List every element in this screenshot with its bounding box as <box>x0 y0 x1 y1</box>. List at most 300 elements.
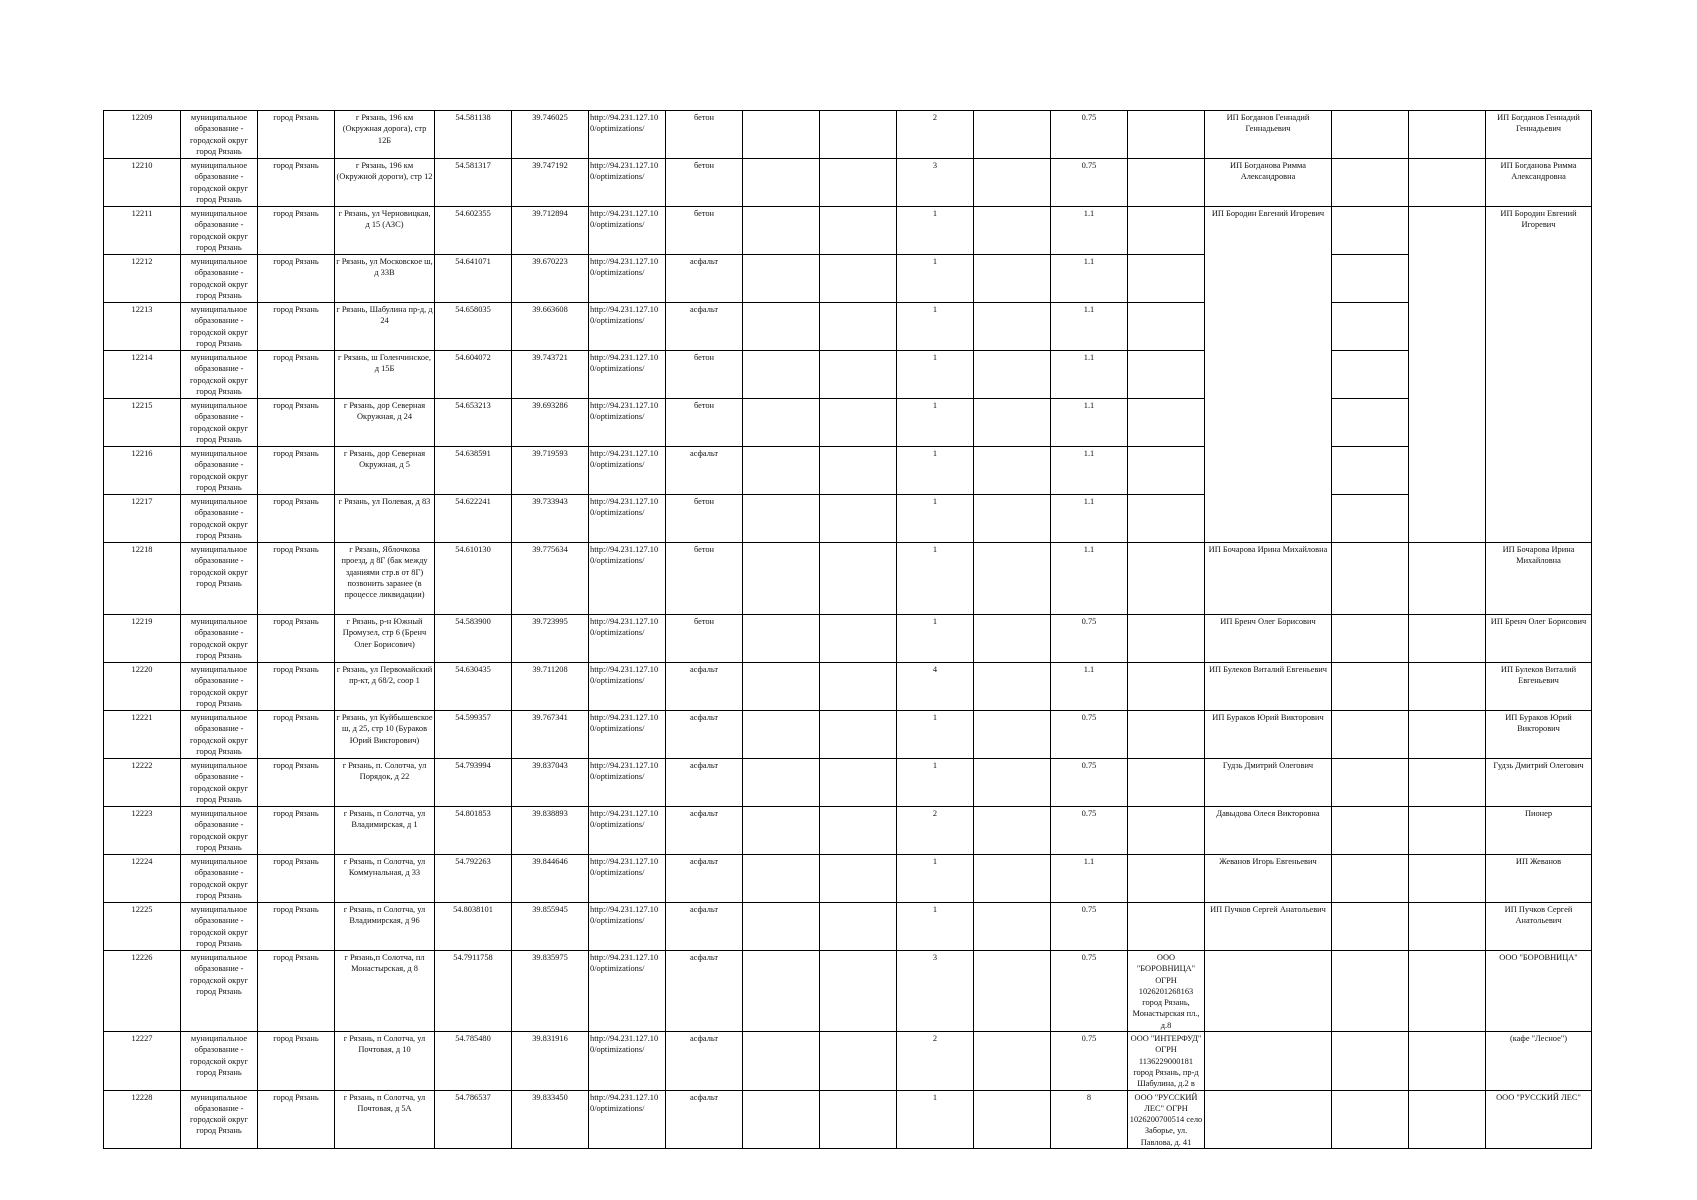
url-link[interactable]: http://94.231.127.10 0/optimizations/ <box>589 543 666 615</box>
url-link[interactable]: http://94.231.127.10 0/optimizations/ <box>589 447 666 495</box>
latitude: 54.8038101 <box>435 903 512 951</box>
owner <box>1205 1090 1332 1148</box>
empty-cell <box>820 1090 897 1148</box>
empty-cell <box>1332 663 1409 711</box>
table-row <box>104 543 1592 615</box>
longitude: 39.855945 <box>512 903 589 951</box>
municipality: муниципальное образование - городской округ город Рязань <box>181 759 258 807</box>
organization <box>1128 855 1205 903</box>
municipality: муниципальное образование - городской округ город Рязань <box>181 207 258 255</box>
longitude: 39.670223 <box>512 255 589 303</box>
city: город Рязань <box>258 447 335 495</box>
city: город Рязань <box>258 207 335 255</box>
table-row <box>104 111 1592 159</box>
municipality: муниципальное образование - городской округ город Рязань <box>181 855 258 903</box>
empty-cell <box>743 903 820 951</box>
organization <box>1128 255 1205 303</box>
container-volume: 1.1 <box>1051 543 1128 615</box>
empty-cell <box>1409 159 1486 207</box>
latitude: 54.622241 <box>435 495 512 543</box>
empty-cell <box>820 543 897 615</box>
empty-cell <box>820 207 897 255</box>
latitude: 54.638591 <box>435 447 512 495</box>
container-volume: 0.75 <box>1051 1032 1128 1090</box>
url-link[interactable]: http://94.231.127.10 0/optimizations/ <box>589 303 666 351</box>
address: г Рязань, п. Солотча, ул Порядок, д 22 <box>335 759 435 807</box>
container-count: 1 <box>897 399 974 447</box>
url-link[interactable]: http://94.231.127.10 0/optimizations/ <box>589 495 666 543</box>
empty-cell <box>1332 351 1409 399</box>
container-count: 1 <box>897 447 974 495</box>
latitude: 54.793994 <box>435 759 512 807</box>
empty-cell <box>974 855 1051 903</box>
empty-cell <box>1332 303 1409 351</box>
surface: асфальт <box>666 255 743 303</box>
surface: бетон <box>666 351 743 399</box>
empty-cell <box>1409 711 1486 759</box>
empty-cell <box>974 615 1051 663</box>
container-count: 1 <box>897 1090 974 1148</box>
surface: бетон <box>666 399 743 447</box>
container-volume: 1.1 <box>1051 207 1128 255</box>
empty-cell <box>1332 1090 1409 1148</box>
surface: бетон <box>666 207 743 255</box>
url-link[interactable]: http://94.231.127.10 0/optimizations/ <box>589 207 666 255</box>
municipality: муниципальное образование - городской округ город Рязань <box>181 303 258 351</box>
container-count: 3 <box>897 159 974 207</box>
address: г Рязань, Шабулина пр-д, д 24 <box>335 303 435 351</box>
city: город Рязань <box>258 951 335 1032</box>
surface: асфальт <box>666 951 743 1032</box>
organization <box>1128 111 1205 159</box>
table-row <box>104 255 1592 303</box>
container-count: 3 <box>897 951 974 1032</box>
empty-cell <box>1409 855 1486 903</box>
municipality: муниципальное образование - городской округ город Рязань <box>181 807 258 855</box>
owner: ИП Богданов Геннадий Геннадьевич <box>1205 111 1332 159</box>
empty-cell <box>1332 543 1409 615</box>
empty-cell <box>743 111 820 159</box>
empty-cell <box>743 303 820 351</box>
container-count: 2 <box>897 807 974 855</box>
url-link[interactable]: http://94.231.127.10 0/optimizations/ <box>589 615 666 663</box>
row-id: 12228 <box>104 1090 181 1148</box>
city: город Рязань <box>258 159 335 207</box>
longitude: 39.733943 <box>512 495 589 543</box>
empty-cell <box>974 399 1051 447</box>
city: город Рязань <box>258 711 335 759</box>
empty-cell <box>743 807 820 855</box>
organization: ООО "РУССКИЙ ЛЕС" ОГРН 1026200700514 село Заборье, ул. Павлова, д. 41 <box>1128 1090 1205 1148</box>
empty-cell <box>1409 663 1486 711</box>
longitude: 39.767341 <box>512 711 589 759</box>
url-link[interactable]: http://94.231.127.10 0/optimizations/ <box>589 807 666 855</box>
latitude: 54.658035 <box>435 303 512 351</box>
organization <box>1128 351 1205 399</box>
empty-cell <box>1409 903 1486 951</box>
empty-cell <box>743 207 820 255</box>
url-link[interactable]: http://94.231.127.10 0/optimizations/ <box>589 255 666 303</box>
row-id: 12209 <box>104 111 181 159</box>
longitude: 39.833450 <box>512 1090 589 1148</box>
empty-cell <box>1332 855 1409 903</box>
waste-source: ООО "БОРОВНИЦА" <box>1486 951 1592 1032</box>
empty-cell <box>820 303 897 351</box>
empty-cell <box>743 951 820 1032</box>
latitude: 54.630435 <box>435 663 512 711</box>
organization <box>1128 903 1205 951</box>
organization <box>1128 447 1205 495</box>
table-row <box>104 207 1592 255</box>
city: город Рязань <box>258 111 335 159</box>
empty-cell <box>1332 711 1409 759</box>
latitude: 54.7911758 <box>435 951 512 1032</box>
owner: ИП Бренч Олег Борисович <box>1205 615 1332 663</box>
container-count: 4 <box>897 663 974 711</box>
empty-cell <box>743 711 820 759</box>
address: г Рязань, ш Голенчинское, д 15Б <box>335 351 435 399</box>
address: г Рязань, п Солотча, ул Почтовая, д 10 <box>335 1032 435 1090</box>
organization <box>1128 207 1205 255</box>
table-row <box>104 903 1592 951</box>
empty-cell <box>974 351 1051 399</box>
row-id: 12225 <box>104 903 181 951</box>
owner: ИП Богданова Римма Александровна <box>1205 159 1332 207</box>
waste-source: ИП Бочарова Ирина Михайловна <box>1486 543 1592 615</box>
container-volume: 0.75 <box>1051 951 1128 1032</box>
surface: асфальт <box>666 711 743 759</box>
container-count: 1 <box>897 207 974 255</box>
row-id: 12224 <box>104 855 181 903</box>
empty-cell <box>974 255 1051 303</box>
empty-cell <box>743 159 820 207</box>
longitude: 39.831916 <box>512 1032 589 1090</box>
longitude: 39.838893 <box>512 807 589 855</box>
longitude: 39.712894 <box>512 207 589 255</box>
container-volume: 8 <box>1051 1090 1128 1148</box>
container-volume: 0.75 <box>1051 759 1128 807</box>
empty-cell <box>743 1090 820 1148</box>
container-volume: 0.75 <box>1051 903 1128 951</box>
empty-cell <box>1409 951 1486 1032</box>
address: г Рязань, п Солотча, ул Коммунальная, д 33 <box>335 855 435 903</box>
table-row <box>104 663 1592 711</box>
empty-cell <box>1409 1090 1486 1148</box>
empty-cell <box>974 543 1051 615</box>
empty-cell <box>974 447 1051 495</box>
address: г Рязань, ул Московское ш, д 33В <box>335 255 435 303</box>
owner: ИП Бородин Евгений Игоревич <box>1205 207 1332 543</box>
row-id: 12215 <box>104 399 181 447</box>
address: г Рязань,п Солотча, пл Монастырская, д 8 <box>335 951 435 1032</box>
url-link[interactable]: http://94.231.127.10 0/optimizations/ <box>589 1032 666 1090</box>
row-id: 12214 <box>104 351 181 399</box>
empty-cell <box>1332 207 1409 255</box>
address: г Рязань, ул Первомайский пр-кт, д 68/2, соор 1 <box>335 663 435 711</box>
empty-cell <box>820 759 897 807</box>
owner <box>1205 1032 1332 1090</box>
table-row <box>104 447 1592 495</box>
container-volume: 0.75 <box>1051 807 1128 855</box>
longitude: 39.747192 <box>512 159 589 207</box>
address: г Рязань, п Солотча, ул Владимирская, д 96 <box>335 903 435 951</box>
city: город Рязань <box>258 615 335 663</box>
empty-cell <box>743 255 820 303</box>
owner: Гудзь Дмитрий Олегович <box>1205 759 1332 807</box>
municipality: муниципальное образование - городской округ город Рязань <box>181 399 258 447</box>
empty-cell <box>743 1032 820 1090</box>
municipality: муниципальное образование - городской округ город Рязань <box>181 255 258 303</box>
city: город Рязань <box>258 903 335 951</box>
table-row <box>104 303 1592 351</box>
row-id: 12210 <box>104 159 181 207</box>
empty-cell <box>743 855 820 903</box>
surface: асфальт <box>666 447 743 495</box>
waste-source: ИП Богданов Геннадий Геннадьевич <box>1486 111 1592 159</box>
municipality: муниципальное образование - городской округ город Рязань <box>181 615 258 663</box>
latitude: 54.581138 <box>435 111 512 159</box>
address: г Рязань, Яблочкова проезд, д 8Г (бак между зданиями стр.в от 8Г) позвонить заранее (в процессе ликвидации) <box>335 543 435 615</box>
empty-cell <box>1332 399 1409 447</box>
organization <box>1128 807 1205 855</box>
empty-cell <box>1332 111 1409 159</box>
container-volume: 0.75 <box>1051 711 1128 759</box>
latitude: 54.792263 <box>435 855 512 903</box>
waste-source: ИП Булеков Виталий Евгеньевич <box>1486 663 1592 711</box>
row-id: 12226 <box>104 951 181 1032</box>
url-link[interactable]: http://94.231.127.10 0/optimizations/ <box>589 111 666 159</box>
url-link[interactable]: http://94.231.127.10 0/optimizations/ <box>589 663 666 711</box>
row-id: 12218 <box>104 543 181 615</box>
container-count: 2 <box>897 1032 974 1090</box>
container-volume: 1.1 <box>1051 399 1128 447</box>
address: г Рязань, 196 км (Окружной дороги), стр 12 <box>335 159 435 207</box>
waste-source: Пионер <box>1486 807 1592 855</box>
waste-source: ИП Бородин Евгений Игоревич <box>1486 207 1592 543</box>
empty-cell <box>974 495 1051 543</box>
owner: ИП Бураков Юрий Викторович <box>1205 711 1332 759</box>
registry-table <box>103 110 1592 1149</box>
empty-cell <box>1332 447 1409 495</box>
container-volume: 0.75 <box>1051 159 1128 207</box>
municipality: муниципальное образование - городской округ город Рязань <box>181 111 258 159</box>
address: г Рязань, 196 км (Окружная дорога), стр 12Б <box>335 111 435 159</box>
container-count: 1 <box>897 903 974 951</box>
waste-source: Гудзь Дмитрий Олегович <box>1486 759 1592 807</box>
container-volume: 1.1 <box>1051 495 1128 543</box>
city: город Рязань <box>258 303 335 351</box>
waste-source: ИП Богданова Римма Александровна <box>1486 159 1592 207</box>
url-link[interactable]: http://94.231.127.10 0/optimizations/ <box>589 159 666 207</box>
empty-cell <box>743 399 820 447</box>
empty-cell <box>820 951 897 1032</box>
container-count: 1 <box>897 855 974 903</box>
municipality: муниципальное образование - городской округ город Рязань <box>181 1032 258 1090</box>
container-count: 1 <box>897 495 974 543</box>
container-volume: 1.1 <box>1051 663 1128 711</box>
waste-source: (кафе "Лесное") <box>1486 1032 1592 1090</box>
empty-cell <box>1409 807 1486 855</box>
empty-cell <box>1332 903 1409 951</box>
empty-cell <box>820 495 897 543</box>
waste-source: ИП Бренч Олег Борисович <box>1486 615 1592 663</box>
organization <box>1128 615 1205 663</box>
table-row <box>104 807 1592 855</box>
table-row <box>104 615 1592 663</box>
municipality: муниципальное образование - городской округ город Рязань <box>181 495 258 543</box>
municipality: муниципальное образование - городской округ город Рязань <box>181 447 258 495</box>
surface: асфальт <box>666 855 743 903</box>
empty-cell <box>820 663 897 711</box>
url-link[interactable]: http://94.231.127.10 0/optimizations/ <box>589 903 666 951</box>
empty-cell <box>974 111 1051 159</box>
owner: Жеванов Игорь Евгеньевич <box>1205 855 1332 903</box>
empty-cell <box>820 255 897 303</box>
row-id: 12213 <box>104 303 181 351</box>
container-count: 1 <box>897 543 974 615</box>
url-link[interactable]: http://94.231.127.10 0/optimizations/ <box>589 855 666 903</box>
empty-cell <box>820 855 897 903</box>
empty-cell <box>820 399 897 447</box>
container-volume: 1.1 <box>1051 303 1128 351</box>
empty-cell <box>820 351 897 399</box>
table-row <box>104 1090 1592 1148</box>
empty-cell <box>974 1090 1051 1148</box>
empty-cell <box>974 759 1051 807</box>
municipality: муниципальное образование - городской округ город Рязань <box>181 1090 258 1148</box>
surface: асфальт <box>666 303 743 351</box>
empty-cell <box>1332 1032 1409 1090</box>
url-link[interactable]: http://94.231.127.10 0/optimizations/ <box>589 351 666 399</box>
container-count: 1 <box>897 711 974 759</box>
empty-cell <box>743 615 820 663</box>
empty-cell <box>1409 543 1486 615</box>
waste-source: ИП Бураков Юрий Викторович <box>1486 711 1592 759</box>
empty-cell <box>1409 1032 1486 1090</box>
municipality: муниципальное образование - городской округ город Рязань <box>181 951 258 1032</box>
empty-cell <box>820 615 897 663</box>
table-row <box>104 399 1592 447</box>
surface: асфальт <box>666 1090 743 1148</box>
url-link[interactable]: http://94.231.127.10 0/optimizations/ <box>589 759 666 807</box>
container-count: 2 <box>897 111 974 159</box>
row-id: 12223 <box>104 807 181 855</box>
container-count: 1 <box>897 615 974 663</box>
address: г Рязань, ул Черновицкая, д 15 (АЗС) <box>335 207 435 255</box>
municipality: муниципальное образование - городской округ город Рязань <box>181 711 258 759</box>
empty-cell <box>974 951 1051 1032</box>
city: город Рязань <box>258 255 335 303</box>
empty-cell <box>974 159 1051 207</box>
latitude: 54.610130 <box>435 543 512 615</box>
latitude: 54.785480 <box>435 1032 512 1090</box>
city: город Рязань <box>258 759 335 807</box>
address: г Рязань, дор Северная Окружная, д 5 <box>335 447 435 495</box>
city: город Рязань <box>258 1032 335 1090</box>
url-link[interactable]: http://94.231.127.10 0/optimizations/ <box>589 951 666 1032</box>
city: город Рязань <box>258 663 335 711</box>
empty-cell <box>820 1032 897 1090</box>
organization <box>1128 663 1205 711</box>
waste-source: ИП Жеванов <box>1486 855 1592 903</box>
municipality: муниципальное образование - городской округ город Рязань <box>181 159 258 207</box>
longitude: 39.837043 <box>512 759 589 807</box>
table-row <box>104 159 1592 207</box>
empty-cell <box>1409 759 1486 807</box>
empty-cell <box>974 807 1051 855</box>
address: г Рязань, р-н Южный Промузел, стр 6 (Бренч Олег Борисович) <box>335 615 435 663</box>
surface: бетон <box>666 615 743 663</box>
container-volume: 1.1 <box>1051 855 1128 903</box>
container-volume: 0.75 <box>1051 615 1128 663</box>
longitude: 39.663608 <box>512 303 589 351</box>
latitude: 54.604072 <box>435 351 512 399</box>
empty-cell <box>1332 615 1409 663</box>
table-row <box>104 495 1592 543</box>
organization <box>1128 495 1205 543</box>
empty-cell <box>743 663 820 711</box>
owner: Давыдова Олеся Викторовна <box>1205 807 1332 855</box>
empty-cell <box>1332 495 1409 543</box>
municipality: муниципальное образование - городской округ город Рязань <box>181 663 258 711</box>
empty-cell <box>743 351 820 399</box>
organization <box>1128 159 1205 207</box>
empty-cell <box>743 495 820 543</box>
surface: бетон <box>666 543 743 615</box>
organization <box>1128 399 1205 447</box>
empty-cell <box>743 543 820 615</box>
url-link[interactable]: http://94.231.127.10 0/optimizations/ <box>589 711 666 759</box>
empty-cell <box>974 711 1051 759</box>
surface: асфальт <box>666 1032 743 1090</box>
latitude: 54.583900 <box>435 615 512 663</box>
empty-cell <box>974 207 1051 255</box>
latitude: 54.653213 <box>435 399 512 447</box>
empty-cell <box>1332 807 1409 855</box>
container-count: 1 <box>897 759 974 807</box>
address: г Рязань, ул Полевая, д 83 <box>335 495 435 543</box>
empty-cell <box>743 447 820 495</box>
url-link[interactable]: http://94.231.127.10 0/optimizations/ <box>589 1090 666 1148</box>
empty-cell <box>1409 615 1486 663</box>
container-count: 1 <box>897 303 974 351</box>
surface: асфальт <box>666 759 743 807</box>
latitude: 54.801853 <box>435 807 512 855</box>
empty-cell <box>743 759 820 807</box>
longitude: 39.723995 <box>512 615 589 663</box>
owner <box>1205 951 1332 1032</box>
table-row <box>104 855 1592 903</box>
row-id: 12220 <box>104 663 181 711</box>
row-id: 12221 <box>104 711 181 759</box>
empty-cell <box>820 807 897 855</box>
table-row <box>104 759 1592 807</box>
empty-cell <box>820 159 897 207</box>
url-link[interactable]: http://94.231.127.10 0/optimizations/ <box>589 399 666 447</box>
container-count: 1 <box>897 255 974 303</box>
longitude: 39.719593 <box>512 447 589 495</box>
city: город Рязань <box>258 351 335 399</box>
empty-cell <box>820 111 897 159</box>
owner: ИП Бочарова Ирина Михайловна <box>1205 543 1332 615</box>
city: город Рязань <box>258 543 335 615</box>
container-volume: 0.75 <box>1051 111 1128 159</box>
organization <box>1128 303 1205 351</box>
row-id: 12227 <box>104 1032 181 1090</box>
empty-cell <box>1409 111 1486 159</box>
surface: бетон <box>666 159 743 207</box>
row-id: 12222 <box>104 759 181 807</box>
